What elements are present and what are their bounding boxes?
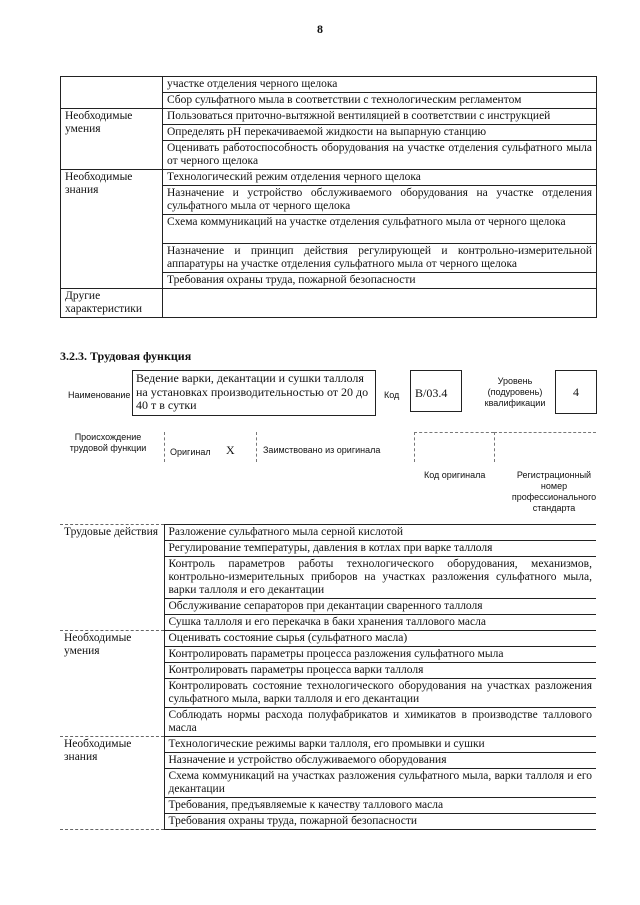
- table-row: [60, 737, 596, 753]
- row-label: Другие характеристики: [61, 289, 163, 318]
- table-row: [60, 525, 596, 541]
- row-item: Обслуживание сепараторов при декантации сваренного таллоля: [164, 599, 596, 615]
- reg-number-label: Регистрационный номер профессионального стандарта: [511, 470, 597, 513]
- row-item: Оценивать состояние сырья (сульфатного масла): [164, 631, 596, 647]
- table-row: [60, 631, 596, 647]
- row-item: Требования охраны труда, пожарной безопасности: [164, 814, 596, 830]
- row-item: Соблюдать нормы расхода полуфабрикатов и химикатов в производстве таллового масла: [164, 708, 596, 737]
- row-item: Контролировать состояние технологического оборудования на участках разложения сульфатного мыла, варки таллоля и его декантации: [164, 679, 596, 708]
- row-item: Сушка таллоля и его перекачка в баки хранения таллового масла: [164, 615, 596, 631]
- row-label: Необходимые умения: [61, 109, 163, 170]
- level-field: 4: [555, 370, 597, 414]
- row-item: Контролировать параметры процесса варки таллоля: [164, 663, 596, 679]
- name-label: Наименование: [68, 390, 131, 400]
- row-item: Контролировать параметры процесса разложения сульфатного мыла: [164, 647, 596, 663]
- table-row: [61, 109, 597, 125]
- row-label: Необходимые знания: [61, 170, 163, 289]
- page-number: 8: [317, 22, 323, 36]
- row-item: [163, 289, 597, 318]
- table-row: [61, 170, 597, 186]
- row-item: Схема коммуникаций на участках разложения сульфатного мыла, варки таллоля и его декантации: [164, 769, 596, 798]
- row-label: [61, 77, 163, 109]
- borrowed-label: Заимствовано из оригинала: [263, 445, 381, 455]
- row-item: Оценивать работоспособность оборудования на участке отделения сульфатного мыла от черного щелока: [163, 141, 597, 170]
- row-label: Необходимые умения: [60, 631, 164, 737]
- code-label: Код: [384, 390, 400, 400]
- row-item: Сбор сульфатного мыла в соответствии с технологическим регламентом: [163, 93, 597, 109]
- row-item: Требования, предъявляемые к качеству таллового масла: [164, 798, 596, 814]
- row-item: Назначение и устройство обслуживаемого оборудования на участке отделения сульфатного мыла от черного щелока: [163, 186, 597, 215]
- original-mark: X: [226, 443, 235, 457]
- row-item: Технологические режимы варки таллоля, его промывки и сушки: [164, 737, 596, 753]
- section-title: 3.2.3. Трудовая функция: [60, 349, 192, 363]
- row-label: Необходимые знания: [60, 737, 164, 830]
- row-item: Контроль параметров работы технологического оборудования, механизмов, контрольно-измерительных приборов на участках разложения сульфатного мыла, варки таллоля и его декантации: [164, 557, 596, 599]
- row-item: Пользоваться приточно-вытяжной вентиляцией в соответствии с инструкцией: [163, 109, 597, 125]
- requirements-table-continued: [60, 76, 597, 318]
- row-item: Назначение и принцип действия регулирующей и контрольно-измерительной аппаратуры на участке отделения сульфатного мыла от черного щелока: [163, 244, 597, 273]
- table-row: [61, 289, 597, 318]
- code-original-label: Код оригинала: [424, 470, 486, 480]
- row-item: участке отделения черного щелока: [163, 77, 597, 93]
- row-item: Разложение сульфатного мыла серной кислотой: [164, 525, 596, 541]
- code-field: В/03.4: [410, 370, 462, 412]
- row-item: Определять pH перекачиваемой жидкости на выпарную станцию: [163, 125, 597, 141]
- original-label: Оригинал: [170, 447, 211, 457]
- row-label: Трудовые действия: [60, 525, 164, 631]
- function-name-field: Ведение варки, декантации и сушки таллоля на установках производительностью от 20 до 40 т в сутки: [132, 370, 376, 416]
- table-row: [61, 77, 597, 93]
- row-item: Регулирование температуры, давления в котлах при варке таллоля: [164, 541, 596, 557]
- labor-function-table: [60, 524, 596, 830]
- row-item: Технологический режим отделения черного щелока: [163, 170, 597, 186]
- row-item: Схема коммуникаций на участке отделения сульфатного мыла от черного щелока: [163, 215, 597, 244]
- origin-label: Происхождение трудовой функции: [69, 432, 147, 453]
- row-item: Назначение и устройство обслуживаемого оборудования: [164, 753, 596, 769]
- level-label: Уровень (подуровень) квалификации: [484, 376, 546, 408]
- row-item: Требования охраны труда, пожарной безопасности: [163, 273, 597, 289]
